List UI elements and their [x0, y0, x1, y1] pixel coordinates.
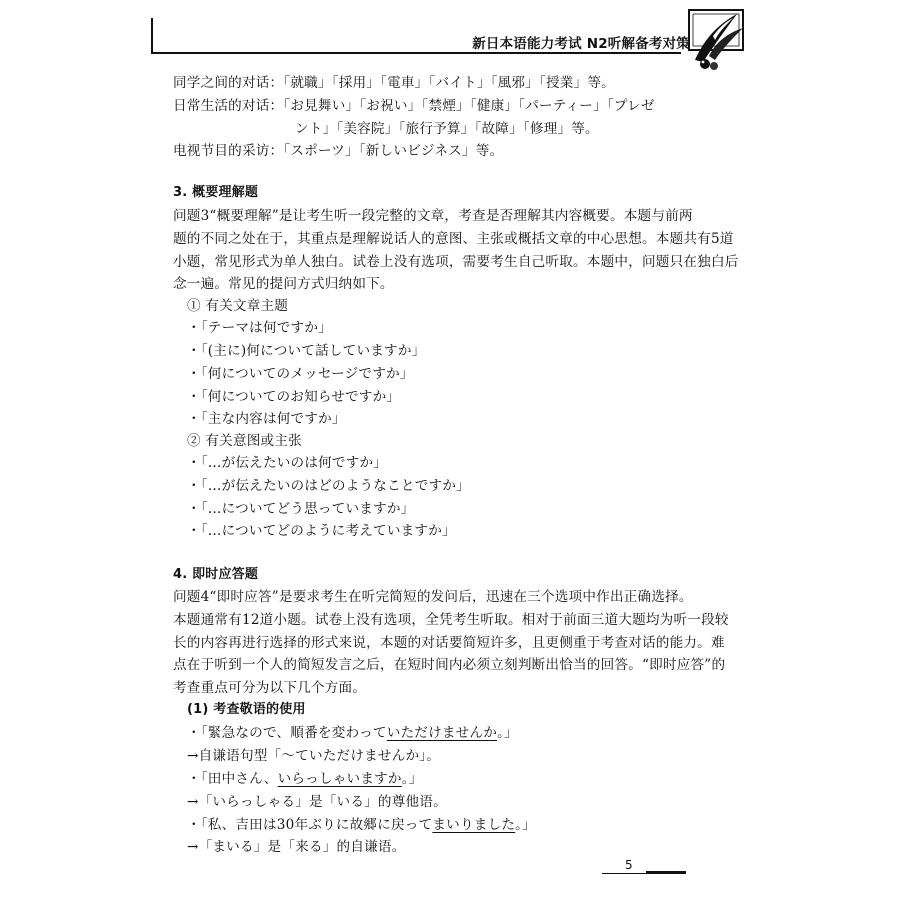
list-item: ・「何についてのメッセージですか」: [187, 366, 414, 382]
section-heading: 3. 概要理解题: [173, 185, 259, 200]
example-text: ・「田中さん、: [187, 771, 278, 787]
example-note: →「まいる」是「来る」的自谦语。: [187, 839, 406, 855]
header-rule: [151, 52, 681, 54]
example-sentence: [187, 724, 518, 742]
header-vertical-rule: [151, 18, 153, 54]
text-line: 电视节目的采访：「スポーツ」「新しいビジネス」等。: [173, 143, 504, 159]
list-item: ・「…が伝えたいのは何ですか」: [187, 455, 388, 471]
text-line: 问题3“概要理解”是让考生听一段完整的文章，考查是否理解其内容概要。本题与前两: [173, 208, 693, 224]
underlined-phrase: まいりました: [432, 817, 516, 833]
example-text: ・「私、吉田は30年ぶりに故郷に戻って: [187, 817, 433, 833]
book-logo-icon: [685, 6, 747, 72]
subheading: ② 有关意图或主张: [187, 433, 302, 449]
list-item: ・「(主に)何について話していますか」: [187, 343, 426, 359]
footer-rule: [602, 873, 646, 874]
list-item: ・「テーマは何ですか」: [187, 320, 332, 336]
footer-rule-bold: [646, 871, 686, 874]
text-line: 念一遍。常见的提问方式归纳如下。: [173, 276, 394, 292]
underlined-phrase: いらっしゃいますか: [277, 771, 402, 787]
example-text: 。」: [497, 725, 518, 741]
text-line: 同学之间的对话：「就職」「採用」「電車」「バイト」「風邪」「授業」等。: [173, 75, 615, 91]
text-line: 日常生活的对话：「お見舞い」「お祝い」「禁煙」「健康」「パーティー」「プレゼ: [173, 98, 655, 114]
example-sentence: [187, 816, 536, 834]
running-header-title: 新日本语能力考试 N2听解备考对策: [472, 36, 690, 52]
subheading: (1) 考查敬语的使用: [187, 702, 306, 717]
text-line: 点在于听到一个人的简短发言之后，在短时间内必须立刻判断出恰当的回答。“即时应答”的: [173, 657, 726, 673]
page-number: 5: [625, 858, 633, 872]
list-item: ・「…についてどのように考えていますか」: [187, 523, 456, 539]
example-text: 。」: [401, 771, 423, 787]
text-line: 本题通常有12道小题。试卷上没有选项，全凭考生听取。相对于前面三道大题均为听一段较: [173, 612, 729, 628]
text-line: 长的内容再进行选择的形式来说，本题的对话要简短许多，且更侧重于考查对话的能力。难: [173, 635, 725, 651]
example-text: ・「緊急なので、順番を変わって: [187, 725, 387, 741]
subheading: ① 有关文章主题: [187, 298, 289, 314]
text-line: ント」「美容院」「旅行予算」「故障」「修理」等。: [295, 121, 599, 137]
section-heading: 4. 即时应答题: [173, 567, 259, 582]
list-item: ・「主な内容は何ですか」: [187, 411, 346, 427]
example-note: →「いらっしゃる」是「いる」的尊他语。: [187, 794, 447, 810]
list-item: ・「…についてどう思っていますか」: [187, 501, 415, 517]
text-line: 问题4“即时应答”是要求考生在听完简短的发问后，迅速在三个选项中作出正确选择。: [173, 589, 693, 605]
example-note: →自谦语句型「～ていただけませんか」。: [187, 748, 441, 764]
text-line: 小题，常见形式为单人独白。试卷上没有选项，需要考生自己听取。本题中，问题只在独白后: [173, 254, 739, 270]
example-sentence: [187, 770, 423, 788]
text-line: 题的不同之处在于，其重点是理解说话人的意图、主张或概括文章的中心思想。本题共有5道: [173, 231, 734, 247]
text-line: 考查重点可分为以下几个方面。: [173, 680, 367, 696]
example-text: 。」: [515, 817, 536, 833]
underlined-phrase: いただけませんか: [386, 725, 498, 741]
list-item: ・「何についてのお知らせですか」: [187, 389, 401, 405]
list-item: ・「…が伝えたいのはどのようなことですか」: [187, 478, 470, 494]
